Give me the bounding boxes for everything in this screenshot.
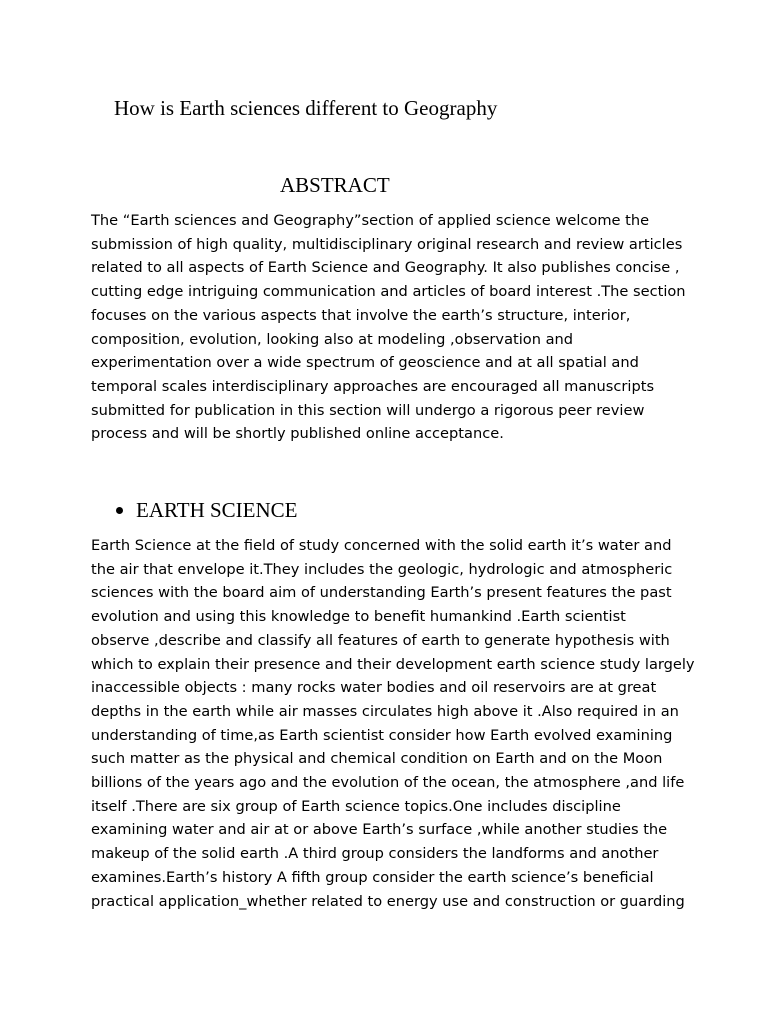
section-line: the air that envelope it.They includes the geologic, hydrologic and atmospheric	[91, 560, 673, 578]
section-line: observe ,describe and classify all features of earth to generate hypothesis with	[91, 631, 670, 649]
abstract-line: cutting edge intriguing communication and articles of board interest .The section	[91, 283, 686, 301]
abstract-line: submission of high quality, multidisciplinary original research and review articles	[91, 235, 683, 253]
section-line: examining water and air at or above Earth’s surface ,while another studies the	[91, 821, 668, 839]
document-title: How is Earth sciences different to Geography	[114, 96, 498, 120]
section-line: depths in the earth while air masses circulates high above it .Also required in an	[91, 702, 679, 720]
section-line: understanding of time,as Earth scientist consider how Earth evolved examining	[91, 726, 673, 744]
abstract-line: temporal scales interdisciplinary approaches are encouraged all manuscripts	[91, 377, 655, 395]
section-line: Earth Science at the field of study concerned with the solid earth it’s water and	[91, 537, 672, 554]
section-line: makeup of the solid earth .A third group considers the landforms and another	[91, 845, 659, 863]
section-line: itself .There are six group of Earth science topics.One includes discipline	[91, 797, 621, 815]
bullet-icon	[116, 507, 123, 514]
section-line: examines.Earth’s history A fifth group consider the earth science’s beneficial	[91, 868, 654, 886]
earth-science-paragraph	[91, 534, 695, 913]
abstract-line: The “Earth sciences and Geography”section of applied science welcome the	[91, 212, 650, 229]
section-line: billions of the years ago and the evolution of the ocean, the atmosphere ,and life	[91, 774, 685, 792]
abstract-line: composition, evolution, looking also at modeling ,observation and	[91, 330, 574, 348]
section-line: such matter as the physical and chemical condition on Earth and on the Moon	[91, 750, 663, 768]
section-line: inaccessible objects : many rocks water bodies and oil reservoirs are at great	[91, 679, 657, 697]
abstract-line: related to all aspects of Earth Science and Geography. It also publishes concise ,	[91, 259, 680, 277]
abstract-line: submitted for publication in this section will undergo a rigorous peer review	[91, 401, 645, 419]
section-line: which to explain their presence and their development earth science study largely	[91, 655, 695, 673]
section-line: practical application_whether related to energy use and construction or guarding	[91, 892, 685, 910]
abstract-heading: ABSTRACT	[280, 173, 390, 197]
abstract-line: focuses on the various aspects that involve the earth’s structure, interior,	[91, 306, 631, 324]
section-line: sciences with the board aim of understanding Earth’s present features the past	[91, 584, 672, 602]
section-heading-label: EARTH SCIENCE	[136, 498, 298, 522]
abstract-line: process and will be shortly published online acceptance.	[91, 425, 504, 443]
abstract-paragraph	[91, 209, 691, 446]
abstract-line: experimentation over a wide spectrum of geoscience and at all spatial and	[91, 354, 639, 372]
section-line: evolution and using this knowledge to benefit humankind .Earth scientist	[91, 608, 626, 626]
